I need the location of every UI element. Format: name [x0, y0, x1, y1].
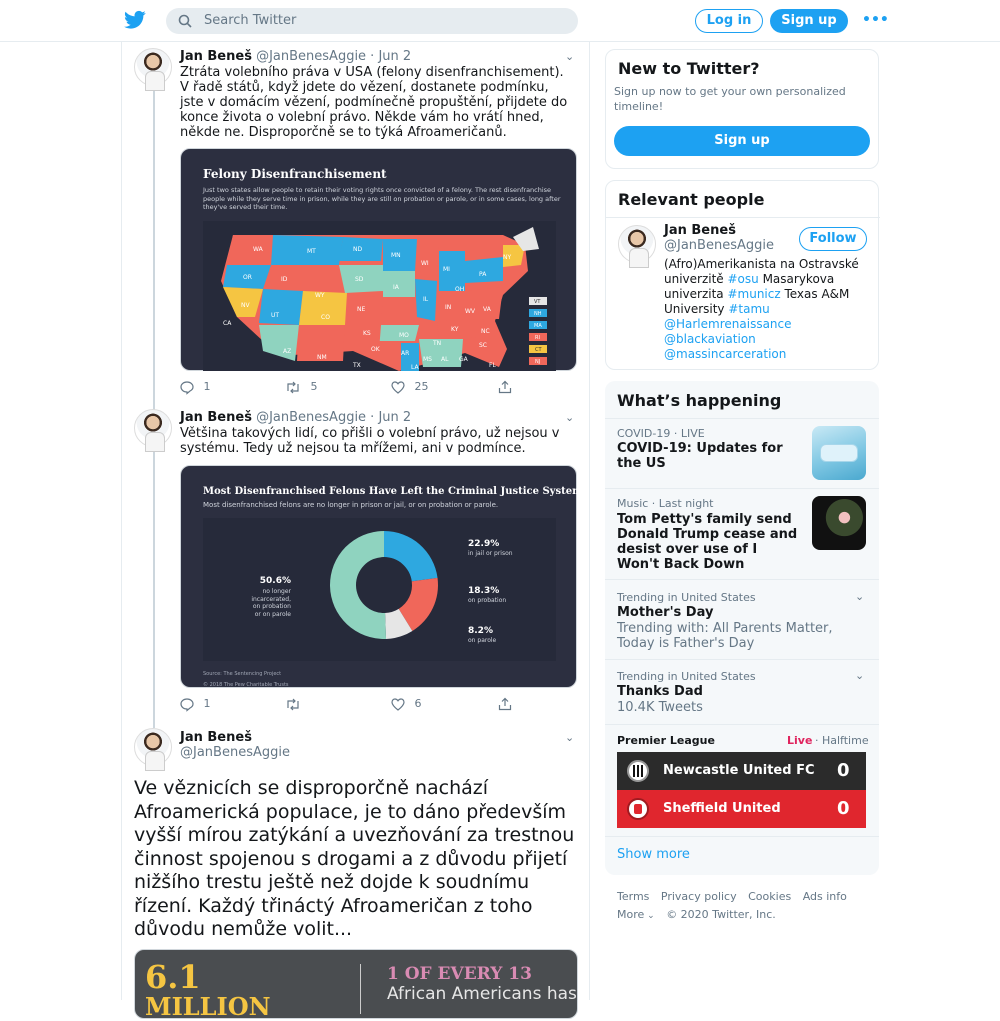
- team-name: Newcastle United FC: [663, 763, 815, 778]
- tweet-author-handle[interactable]: @JanBenesAggie · Jun 2: [256, 49, 412, 64]
- team-score: 0: [837, 760, 850, 781]
- media-title: Most Disenfranchised Felons Have Left the Criminal Justice System: [203, 486, 583, 497]
- tweet-image-donut[interactable]: [180, 465, 583, 688]
- map-state-label: NM: [317, 354, 327, 361]
- map-state-label: VA: [483, 306, 491, 313]
- map-state-label: TN: [433, 340, 442, 347]
- media-caption: Most disenfranchised felons are no longer in prison or jail, or on probation or parole.: [203, 501, 499, 509]
- team-row: [617, 752, 866, 790]
- donut-slice: [384, 531, 438, 581]
- bio-text: Masarykova: [758, 272, 835, 286]
- match-status: · Halftime: [815, 734, 869, 747]
- footer-more-link[interactable]: More ⌄: [617, 908, 655, 921]
- bio-text: Texas A&M: [780, 287, 850, 301]
- map-legend-label: RI: [535, 335, 540, 341]
- media-copyright: © 2018 The Pew Charitable Trusts: [203, 682, 289, 688]
- donut-label-pct: 22.9%: [468, 539, 500, 549]
- map-state-label: MS: [423, 356, 432, 363]
- map-legend-label: NJ: [535, 359, 541, 365]
- donut-chart: [329, 530, 439, 640]
- donut-label-pct: 50.6%: [259, 576, 291, 586]
- tweet-author-name[interactable]: Jan Beneš: [180, 410, 252, 425]
- reply-count: 1: [203, 380, 211, 393]
- chevron-down-icon: ⌄: [644, 911, 655, 921]
- map-state-label: AZ: [283, 348, 292, 355]
- bio-line: [664, 332, 874, 347]
- retweet-count: 5: [310, 380, 318, 393]
- map-state-label: OR: [243, 274, 252, 281]
- map-state-label: SD: [355, 276, 364, 283]
- bio-link[interactable]: @Harlemrenaissance: [664, 317, 792, 331]
- map-state-label: WV: [465, 308, 476, 315]
- card-title: Relevant people: [618, 190, 765, 209]
- trend-context: Music · Last night: [617, 497, 714, 510]
- chevron-down-icon[interactable]: ⌄: [855, 669, 865, 682]
- map-state-label: MO: [399, 332, 409, 339]
- new-to-twitter-card: [605, 49, 879, 169]
- donut-label-pct: 8.2%: [468, 626, 493, 636]
- media-big-number: 6.1: [145, 958, 201, 996]
- team-name: Sheffield United: [663, 801, 781, 816]
- like-button[interactable]: [391, 380, 429, 394]
- donut-label-text: on probation: [468, 597, 507, 604]
- share-button[interactable]: [498, 380, 512, 394]
- bio-text: univerzitě: [664, 272, 728, 286]
- media-right-heading: 1 OF EVERY 13: [387, 964, 532, 984]
- share-icon: [498, 697, 512, 711]
- map-state-label: SC: [479, 342, 487, 349]
- trend-subtitle: 10.4K Tweets: [617, 700, 703, 715]
- bio-line: [664, 257, 874, 272]
- trend-thumbnail-concert: [812, 496, 866, 550]
- map-legend-label: VT: [534, 299, 541, 305]
- map-state-label: KY: [451, 326, 459, 333]
- media-source: Source: The Sentencing Project: [203, 671, 282, 677]
- search-icon: [178, 14, 192, 28]
- map-state-label: NY: [503, 254, 512, 261]
- reply-button[interactable]: [180, 380, 211, 394]
- trend-context: Trending in United States: [617, 591, 756, 604]
- team-score: 0: [837, 798, 850, 819]
- heart-icon: [391, 698, 405, 711]
- bio-line: [664, 317, 874, 332]
- trend-title: Tom Petty's family send Donald Trump cease and desist over use of I Won't Back Down: [617, 512, 798, 572]
- newcastle-crest-icon: [627, 760, 649, 782]
- map-state-label: KS: [363, 330, 371, 337]
- sheffield-crest-icon: [627, 798, 649, 820]
- map-state-label: IA: [393, 284, 399, 291]
- trend-subtitle: Trending with: All Parents Matter, Today is Father's Day: [617, 621, 833, 651]
- whats-happening-card: [605, 381, 879, 875]
- tweet-image-infographic[interactable]: [134, 949, 578, 1019]
- relevant-people-card: [605, 180, 879, 370]
- reply-count: 1: [203, 697, 211, 710]
- map-state-label: OH: [455, 286, 465, 293]
- trend-title: Mother's Day: [617, 605, 714, 620]
- like-button[interactable]: [391, 697, 422, 711]
- map-state-label: ND: [353, 246, 363, 253]
- trend-context: Trending in United States: [617, 670, 756, 683]
- thread-line: [153, 88, 155, 728]
- tweet-author-handle[interactable]: @JanBenesAggie · Jun 2: [256, 410, 412, 425]
- follow-button[interactable]: Follow: [799, 227, 867, 251]
- bio-text: University: [664, 302, 729, 316]
- live-badge: Live: [787, 734, 813, 747]
- map-state-label: NV: [241, 302, 250, 309]
- more-options-icon[interactable]: •••: [862, 12, 889, 28]
- us-map-graphic: [203, 221, 556, 371]
- map-legend-label: NH: [534, 311, 542, 317]
- footer-copyright: © 2020 Twitter, Inc.: [666, 908, 776, 921]
- tweet-author-name[interactable]: Jan Beneš: [180, 730, 252, 745]
- chevron-down-icon[interactable]: ⌄: [565, 411, 575, 424]
- top-bar: [0, 0, 1000, 42]
- search-placeholder: Search Twitter: [204, 13, 297, 28]
- donut-label-text: on parole: [468, 637, 497, 644]
- signup-button[interactable]: Sign up: [770, 9, 848, 33]
- media-caption: Just two states allow people to retain their voting rights once convicted of a felony. The rest disenfranchise people while they serve time in prison, while they are still on probation or parole, or in some cases, long after they've served their time.: [203, 186, 561, 211]
- map-state-label: MT: [307, 248, 316, 255]
- card-title: New to Twitter?: [618, 59, 760, 78]
- donut-slice: [330, 531, 386, 639]
- share-icon: [498, 380, 512, 394]
- login-button[interactable]: Log in: [695, 9, 763, 33]
- retweet-icon: [285, 381, 301, 394]
- retweet-icon: [285, 698, 301, 711]
- avatar[interactable]: [134, 48, 172, 86]
- like-count: 6: [414, 697, 422, 710]
- bio-text: univerzita: [664, 287, 728, 301]
- map-state-label: WY: [315, 292, 325, 299]
- person-handle[interactable]: @JanBenesAggie: [664, 238, 774, 253]
- map-state-label: FL: [489, 362, 496, 369]
- tweet-author-handle[interactable]: @JanBenesAggie: [180, 745, 290, 760]
- media-title: Felony Disenfranchisement: [203, 167, 387, 181]
- map-state-label: AR: [401, 350, 410, 357]
- map-state-label: AL: [441, 356, 449, 363]
- person-bio: [664, 257, 874, 362]
- donut-label-pct: 18.3%: [468, 586, 500, 596]
- donut-label-text: in jail or prison: [468, 550, 513, 557]
- share-button[interactable]: [498, 697, 512, 711]
- trend-title: COVID-19: Updates for the US: [617, 441, 783, 471]
- map-state-label: WA: [253, 246, 263, 253]
- map-state-label: ID: [281, 276, 288, 283]
- bio-link[interactable]: #municz: [727, 287, 781, 301]
- card-description: Sign up now to get your own personalized timeline!: [614, 85, 846, 113]
- map-state-label: MI: [443, 266, 450, 273]
- chevron-down-icon[interactable]: ⌄: [565, 731, 575, 744]
- league-name: Premier League: [617, 734, 715, 747]
- search-input[interactable]: [166, 8, 578, 34]
- timeline: [121, 42, 590, 1021]
- bio-link[interactable]: @blackaviation: [664, 332, 756, 346]
- retweet-button[interactable]: [285, 380, 318, 394]
- footer-link-terms[interactable]: Terms: [617, 890, 650, 903]
- chevron-down-icon[interactable]: ⌄: [855, 590, 865, 603]
- footer-link-ads[interactable]: Ads info: [802, 890, 847, 903]
- map-state-label: NC: [481, 328, 490, 335]
- retweet-button[interactable]: [285, 697, 307, 711]
- bio-line: [664, 287, 874, 302]
- footer-link-cookies[interactable]: Cookies: [748, 890, 792, 903]
- trend-context: COVID-19 · LIVE: [617, 427, 705, 440]
- map-legend-label: MA: [534, 323, 542, 329]
- map-state-label: LA: [411, 364, 419, 371]
- bio-line: [664, 302, 874, 317]
- reply-icon: [180, 698, 194, 711]
- donut-label-text: no longer incarcerated, on probation or on parole: [251, 588, 291, 618]
- avatar[interactable]: [134, 728, 172, 766]
- trend-thumbnail-mask: [812, 426, 866, 480]
- footer-secondary: [617, 908, 776, 921]
- map-state-label: UT: [271, 312, 280, 319]
- footer-link-privacy[interactable]: Privacy policy: [660, 890, 737, 903]
- team-row: [617, 790, 866, 828]
- tweet-text: Většina takových lidí, co přišli o volební právo, už nejsou v systému. Tedy už nejsou ta mřížemi, ani v podmínce.: [180, 426, 560, 456]
- map-state-label: IL: [423, 296, 429, 303]
- bio-link[interactable]: #tamu: [728, 302, 770, 316]
- map-state-label: NE: [357, 306, 366, 313]
- map-state-label: CA: [223, 320, 232, 327]
- map-state-label: PA: [479, 271, 487, 278]
- media-right-text: African Americans has: [387, 984, 577, 1004]
- media-big-number-unit: MILLION: [145, 992, 271, 1021]
- map-state-label: TX: [353, 362, 361, 369]
- map-state-label: GA: [459, 356, 468, 363]
- reply-icon: [180, 381, 194, 394]
- person-name[interactable]: Jan Beneš: [664, 223, 736, 238]
- like-count: 25: [414, 380, 429, 393]
- card-title: What’s happening: [617, 391, 782, 410]
- reply-button[interactable]: [180, 697, 211, 711]
- map-state-label: WI: [421, 260, 429, 267]
- bio-line: [664, 347, 874, 362]
- signup-button-sidebar[interactable]: Sign up: [614, 126, 870, 156]
- chevron-down-icon[interactable]: ⌄: [565, 50, 575, 63]
- tweet-text: Ztráta volebního práva v USA (felony disenfranchisement). V řadě států, když jdete do vězení, dostanete podmínku, jste v domácím vězení, podmínečně propuštění, přijdete do konce života o volební právo. Někde vám ho vrátí hned, někde ne. Disproporčně se to týká Afroameričanů.: [180, 65, 568, 140]
- heart-icon: [391, 381, 405, 394]
- bio-line: [664, 272, 874, 287]
- show-more-link[interactable]: Show more: [617, 847, 690, 862]
- map-state-label: IN: [445, 304, 452, 311]
- map-state-label: CO: [321, 314, 330, 321]
- avatar[interactable]: [618, 225, 656, 263]
- footer-links: [617, 890, 847, 903]
- map-legend-label: CT: [535, 347, 542, 353]
- tweet-text: Ve věznicích se disproporčně nachází Afroamerická populace, je to dáno především vyšší mírou zatýkání a uvezňování za trestnou činnost spojenou s drogami a z důvodu přijetí nižšího trestu ještě než dojde k soudnímu řízení. Každý třináctý Afroameričan z toho důvodu nemůže volit...: [134, 777, 575, 940]
- trend-title: Thanks Dad: [617, 684, 703, 699]
- bio-link[interactable]: @massincarceration: [664, 347, 787, 361]
- map-state-label: MN: [391, 252, 401, 259]
- tweet-author-name[interactable]: Jan Beneš: [180, 49, 252, 64]
- avatar[interactable]: [134, 409, 172, 447]
- bio-text: (Afro)Amerikanista na Ostravské: [664, 257, 859, 271]
- bio-link[interactable]: #osu: [727, 272, 759, 286]
- map-state-label: OK: [371, 346, 380, 353]
- twitter-bird-icon[interactable]: [124, 10, 146, 30]
- tweet-image-map[interactable]: [180, 148, 577, 371]
